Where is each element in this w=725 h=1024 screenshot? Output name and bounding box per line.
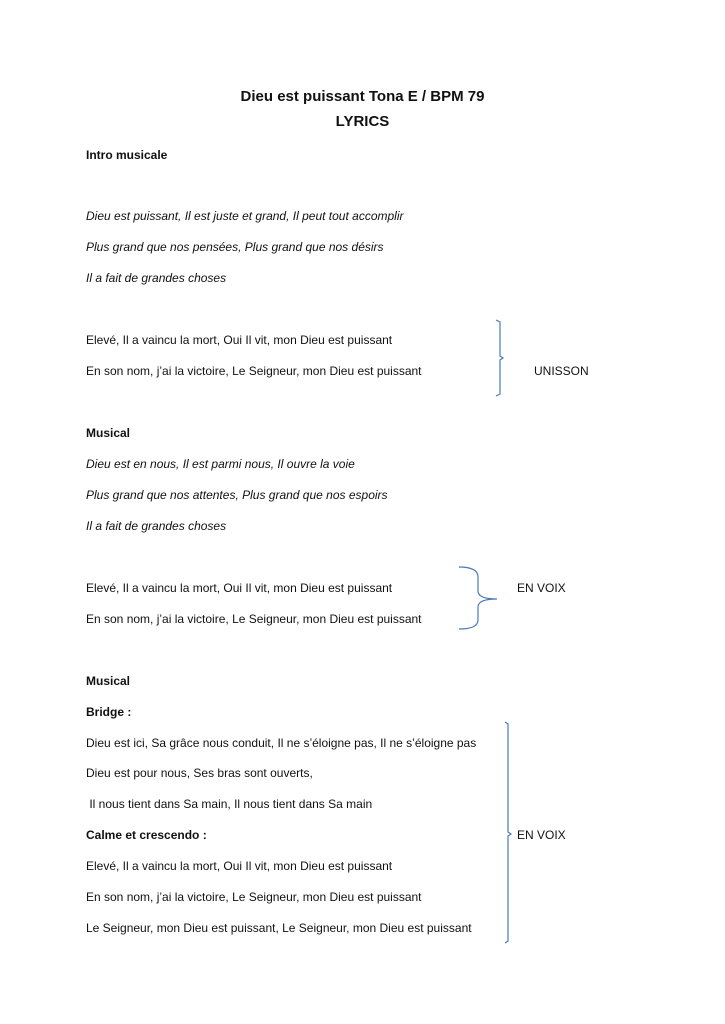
chorus2-line: En son nom, j’ai la victoire, Le Seigneur, mon Dieu est puissant — [86, 612, 422, 626]
section-label-intro: Intro musicale — [86, 148, 168, 162]
verse2-line: Dieu est en nous, Il est parmi nous, Il ouvre la voie — [86, 457, 355, 471]
verse1-line: Il a fait de grandes choses — [86, 271, 227, 285]
chorus1-line: Elevé, Il a vaincu la mort, Oui Il vit, mon Dieu est puissant — [86, 333, 393, 347]
final-line: Le Seigneur, mon Dieu est puissant, Le Seigneur, mon Dieu est puissant — [86, 921, 472, 935]
bridge-line: Dieu est ici, Sa grâce nous conduit, Il ne s’éloigne pas, Il ne s’éloigne pas — [86, 736, 477, 750]
chorus1-line: En son nom, j’ai la victoire, Le Seigneur, mon Dieu est puissant — [86, 364, 422, 378]
chorus1-bracket — [496, 320, 503, 396]
chorus1-note: UNISSON — [534, 364, 589, 378]
document-subtitle: LYRICS — [335, 113, 390, 130]
chorus2-bracket — [459, 567, 497, 629]
document-title: Dieu est puissant Tona E / BPM 79 — [240, 88, 485, 105]
final-bracket — [505, 722, 511, 943]
verse1-line: Plus grand que nos pensées, Plus grand que nos désirs — [86, 240, 384, 254]
verse2-line: Plus grand que nos attentes, Plus grand que nos espoirs — [86, 488, 388, 502]
chorus2-note: EN VOIX — [517, 581, 566, 595]
final-line: Elevé, Il a vaincu la mort, Oui Il vit, mon Dieu est puissant — [86, 859, 393, 873]
final-note: EN VOIX — [517, 828, 566, 842]
bridge-line: Dieu est pour nous, Ses bras sont ouverts, — [86, 766, 313, 780]
bridge-line: Il nous tient dans Sa main, Il nous tient dans Sa main — [86, 797, 373, 811]
section-label-bridge: Bridge : — [86, 705, 132, 719]
section-label-musical: Musical — [86, 426, 131, 440]
chorus2-line: Elevé, Il a vaincu la mort, Oui Il vit, mon Dieu est puissant — [86, 581, 393, 595]
final-line: En son nom, j’ai la victoire, Le Seigneur, mon Dieu est puissant — [86, 890, 422, 904]
verse1-line: Dieu est puissant, Il est juste et grand, Il peut tout accomplir — [86, 209, 404, 223]
section-label-musical: Musical — [86, 674, 131, 688]
section-label-calme: Calme et crescendo : — [86, 828, 207, 842]
verse2-line: Il a fait de grandes choses — [86, 519, 227, 533]
